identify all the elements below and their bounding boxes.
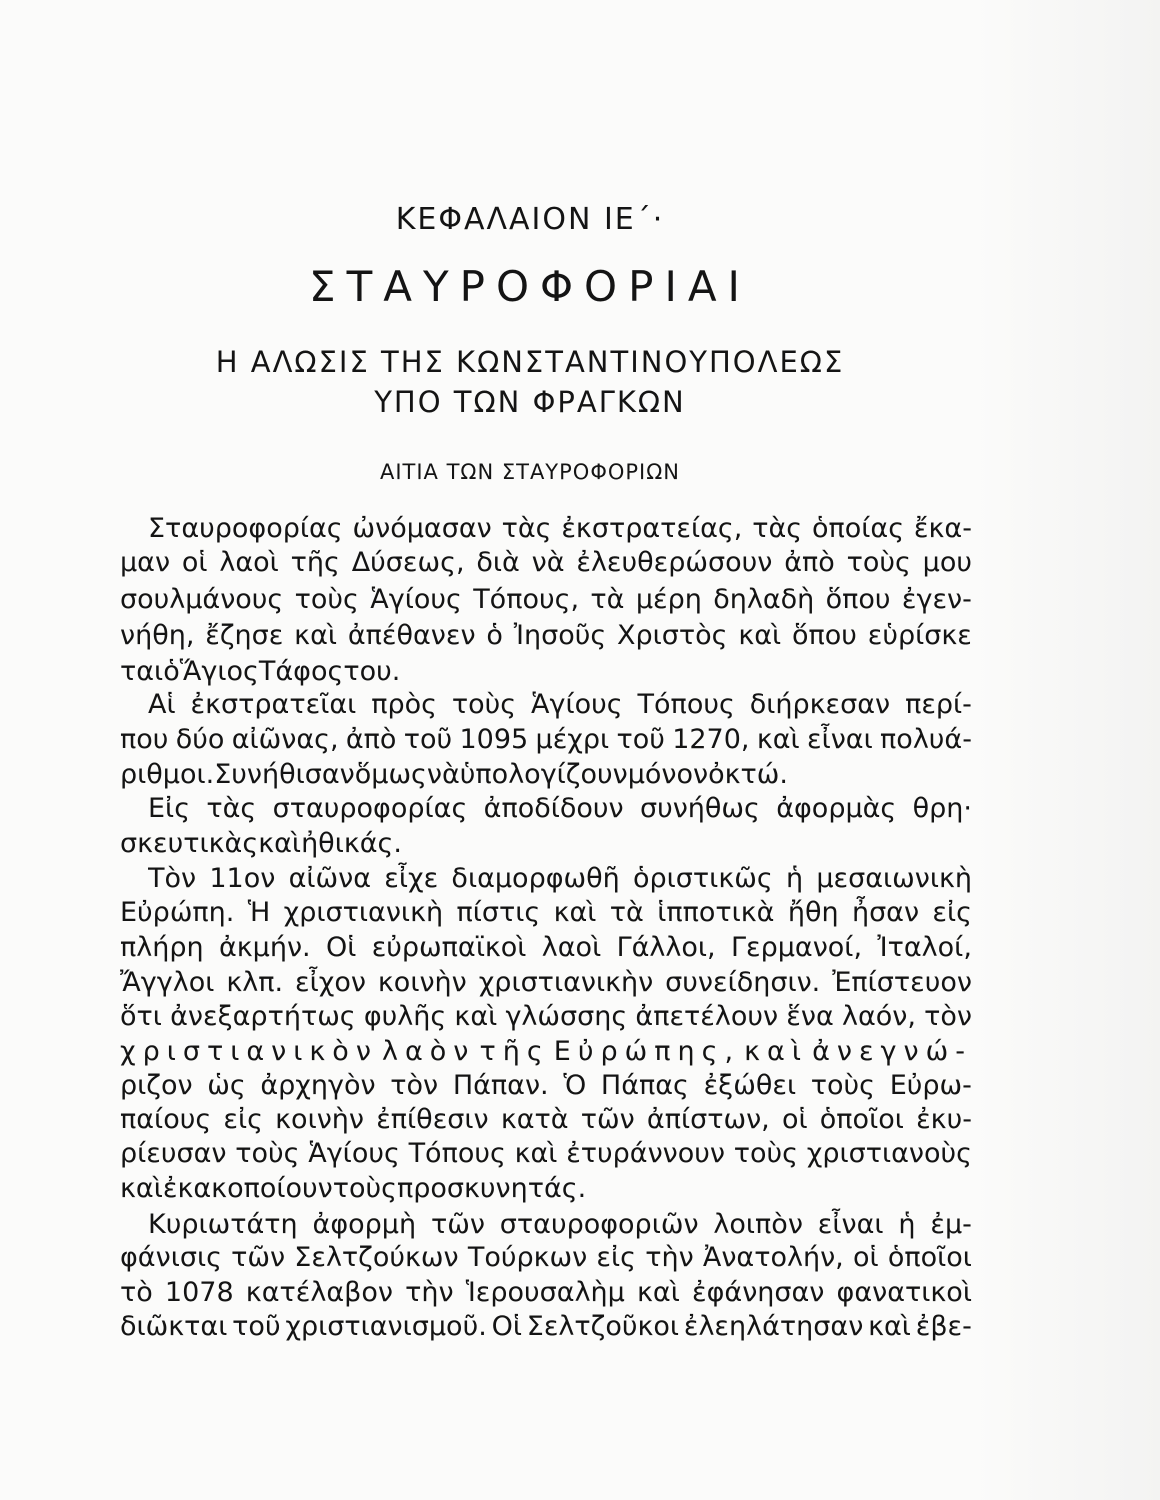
body-line: ρίευσαν τοὺς Ἁγίους Τόπους καὶ ἐτυράννουν τοὺς χριστιανοὺς: [120, 1138, 972, 1169]
body-line: Εὐρώπη. Ἡ χριστιανικὴ πίστις καὶ τὰ ἱπποτικὰ ἤθη ἦσαν εἰς: [120, 897, 972, 928]
body-line: ὅτι ἀνεξαρτήτως φυλῆς καὶ γλώσσης ἀπετέλουν ἕνα λαόν, τὸν: [120, 1001, 972, 1032]
subtitle-line-2: ΥΠΟ ΤΩΝ ΦΡΑΓΚΩΝ: [374, 385, 686, 419]
body-line: πλήρη ἀκμήν. Οἱ εὐρωπαϊκοὶ λαοὶ Γάλλοι, Γερμανοί, Ἰταλοί,: [120, 932, 972, 963]
body-line: που δύο αἰῶνας, ἀπὸ τοῦ 1095 μέχρι τοῦ 1270, καὶ εἶναι πολυά-: [120, 724, 972, 755]
body-line: μαν οἱ λαοὶ τῆς Δύσεως, διὰ νὰ ἐλευθερώσουν ἀπὸ τοὺς μου: [120, 547, 972, 578]
body-line: Κυριωτάτη ἀφορμὴ τῶν σταυροφοριῶν λοιπὸν εἶναι ἡ ἐμ-: [148, 1209, 972, 1240]
subtitle-line-1: Η ΑΛΩΣΙΣ ΤΗΣ ΚΩΝΣΤΑΝΤΙΝΟΥΠΟΛΕΩΣ: [215, 345, 845, 379]
body-line: Ἄγγλοι κλπ. εἶχον κοινὴν χριστιανικὴν συνείδησιν. Ἐπίστευον: [120, 967, 972, 998]
section-heading: ΑΙΤΙΑ ΤΩΝ ΣΤΑΥΡΟΦΟΡΙΩΝ: [379, 460, 681, 484]
body-line: καὶ ἐκακοποίουν τοὺς προσκυνητάς.: [120, 1173, 587, 1204]
body-line: χριστιανικὸν λαὸν τῆς Εὐρώπης, καὶ ἀνεγνώ-: [120, 1036, 972, 1067]
body-line: διῶκται τοῦ χριστιανισμοῦ. Οἱ Σελτζοῦκοι ἐλεηλάτησαν καὶ ἐβε-: [120, 1311, 972, 1342]
chapter-heading: ΚΕΦΑΛΑΙΟΝ ΙΕ΄·: [395, 202, 665, 237]
body-line: ριθμοι. Συνήθισαν ὅμως νὰ ὑπολογίζουν μόνον ὀκτώ.: [120, 759, 788, 790]
body-line: Τὸν 11ον αἰῶνα εἶχε διαμορφωθῆ ὁριστικῶς ἡ μεσαιωνικὴ: [148, 863, 972, 894]
body-line: Εἰς τὰς σταυροφορίας ἀποδίδουν συνήθως ἀφορμὰς θρη·: [148, 793, 972, 824]
body-line: ριζον ὡς ἀρχηγὸν τὸν Πάπαν. Ὁ Πάπας ἐξώθει τοὺς Εὐρω-: [120, 1070, 972, 1101]
body-line: σουλμάνους τοὺς Ἁγίους Τόπους, τὰ μέρη δηλαδὴ ὅπου ἐγεν-: [120, 584, 972, 615]
page-title: ΣΤΑΥΡΟΦΟΡΙΑΙ: [309, 262, 751, 311]
body-line: Αἱ ἐκστρατεῖαι πρὸς τοὺς Ἁγίους Τόπους διήρκεσαν περί-: [148, 689, 972, 720]
body-line: φάνισις τῶν Σελτζούκων Τούρκων εἰς τὴν Ἀνατολήν, οἱ ὁποῖοι: [120, 1242, 972, 1273]
body-line: Σταυροφορίας ὠνόμασαν τὰς ἐκστρατείας, τὰς ὁποίας ἔκα-: [148, 513, 972, 544]
body-line: σκευτικὰς καὶ ἠθικάς.: [120, 828, 402, 859]
body-line: νήθη, ἔζησε καὶ ἀπέθανεν ὁ Ἰησοῦς Χριστὸς καὶ ὅπου εὑρίσκε: [120, 620, 972, 651]
body-line: ται ὁ Ἅγιος Τάφος του.: [120, 656, 401, 687]
body-line: παίους εἰς κοινὴν ἐπίθεσιν κατὰ τῶν ἀπίστων, οἱ ὁποῖοι ἐκυ-: [120, 1104, 972, 1135]
body-line: τὸ 1078 κατέλαβον τὴν Ἱερουσαλὴμ καὶ ἐφάνησαν φανατικοὶ: [120, 1277, 972, 1308]
